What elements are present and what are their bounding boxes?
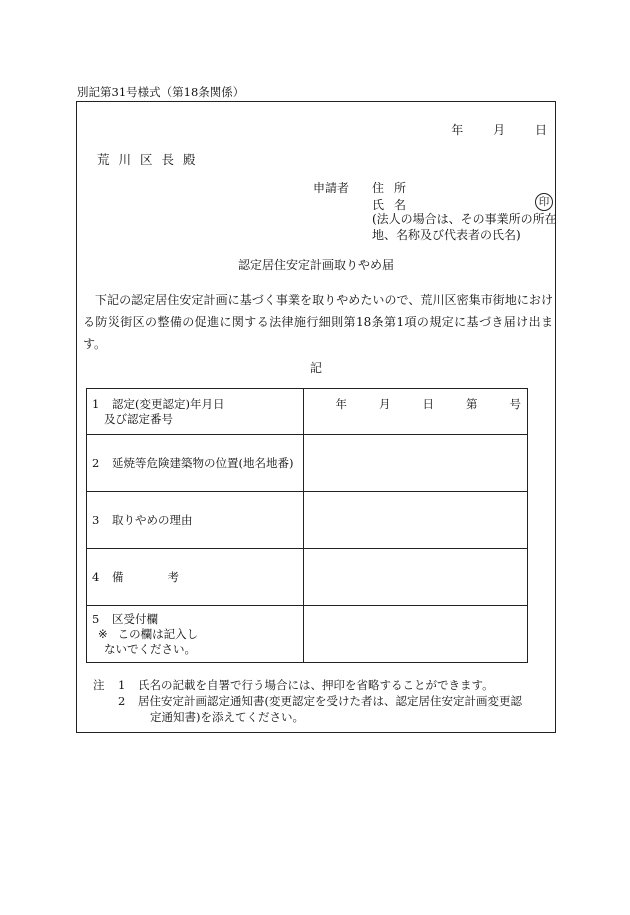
- form-frame: [76, 101, 556, 733]
- notes-section: [93, 677, 522, 725]
- note-item: [93, 709, 522, 725]
- row3-value-cell[interactable]: [304, 492, 528, 549]
- row4-label-cell: [87, 549, 304, 606]
- note2-text-line2: 定通知書)を添えてください。: [150, 710, 304, 724]
- addressee: 荒川区長殿: [97, 152, 205, 167]
- row2-label: 延焼等危険建築物の位置(地名地番): [112, 455, 294, 470]
- row2-value-cell[interactable]: [304, 435, 528, 492]
- row1-value-cell[interactable]: [304, 389, 528, 435]
- date-line: [451, 121, 547, 138]
- month-label: 月: [493, 123, 506, 137]
- row1-label-line1: 認定(変更認定)年月日: [112, 396, 225, 411]
- year-label: 年: [451, 123, 464, 137]
- table-row: [87, 492, 528, 549]
- row2-num: 2: [92, 455, 100, 470]
- row1-go: 号: [509, 397, 521, 411]
- name-label: 氏名: [372, 198, 417, 212]
- note1-text: 氏名の記載を自署で行う場合には、押印を省略することができます。: [138, 678, 494, 692]
- note1-num: 1: [118, 678, 126, 692]
- note-item: [93, 677, 522, 693]
- notes-head: 注: [93, 678, 105, 692]
- table-row: [87, 549, 528, 606]
- row5-label: 区受付欄: [112, 611, 158, 626]
- body-paragraph: 下記の認定居住安定計画に基づく事業を取りやめたいので、荒川区密集市街地における防災街区の整備の促進に関する法律施行細則第18条第1項の規定に基づき届け出ます。: [83, 293, 553, 351]
- row5-value-cell: [304, 606, 528, 663]
- table-row: [87, 606, 528, 663]
- ki-heading: 記: [309, 361, 322, 375]
- row4-num: 4: [92, 569, 100, 584]
- row3-label: 取りやめの理由: [112, 512, 193, 527]
- document-title: 認定居住安定計画取りやめ届: [237, 258, 394, 272]
- row4-label-b: 考: [167, 569, 179, 584]
- row4-label-a: 備: [112, 569, 124, 584]
- row5-label-cell: [87, 606, 304, 663]
- table-row: [87, 435, 528, 492]
- row1-month: 月: [378, 397, 391, 411]
- row3-label-cell: [87, 492, 304, 549]
- row2-label-cell: [87, 435, 304, 492]
- address-label: 住所: [372, 181, 417, 195]
- form-label: 別記第31号様式（第18条関係）: [77, 85, 245, 99]
- seal-mark: 印: [535, 193, 553, 211]
- row5-note-mark: ※: [98, 626, 108, 641]
- note-item: [93, 693, 522, 709]
- row1-day: 日: [422, 397, 434, 411]
- row3-num: 3: [92, 512, 100, 527]
- corporate-note-line2: 地、名称及び代表者の氏名): [372, 228, 521, 242]
- details-table: [86, 388, 528, 663]
- row1-year: 年: [335, 397, 347, 411]
- day-label: 日: [534, 123, 547, 137]
- row1-date-number: [309, 397, 527, 412]
- row5-note-line2: ないでください。: [104, 641, 196, 656]
- row1-dai: 第: [465, 397, 478, 411]
- row5-note-line1: この欄は記入し: [117, 626, 199, 641]
- note2-num: 2: [118, 694, 126, 708]
- row1-label-line2: 及び認定番号: [104, 411, 173, 426]
- applicant-label: 申請者: [313, 181, 350, 195]
- row4-value-cell[interactable]: [304, 549, 528, 606]
- table-row: [87, 389, 528, 435]
- note2-text-line1: 居住安定計画認定通知書(変更認定を受けた者は、認定居住安定計画変更認: [138, 694, 522, 708]
- row1-label-cell: [87, 389, 304, 435]
- row5-num: 5: [92, 611, 100, 626]
- corporate-note-line1: (法人の場合は、その事業所の所在: [372, 212, 557, 226]
- row1-num: 1: [92, 396, 100, 411]
